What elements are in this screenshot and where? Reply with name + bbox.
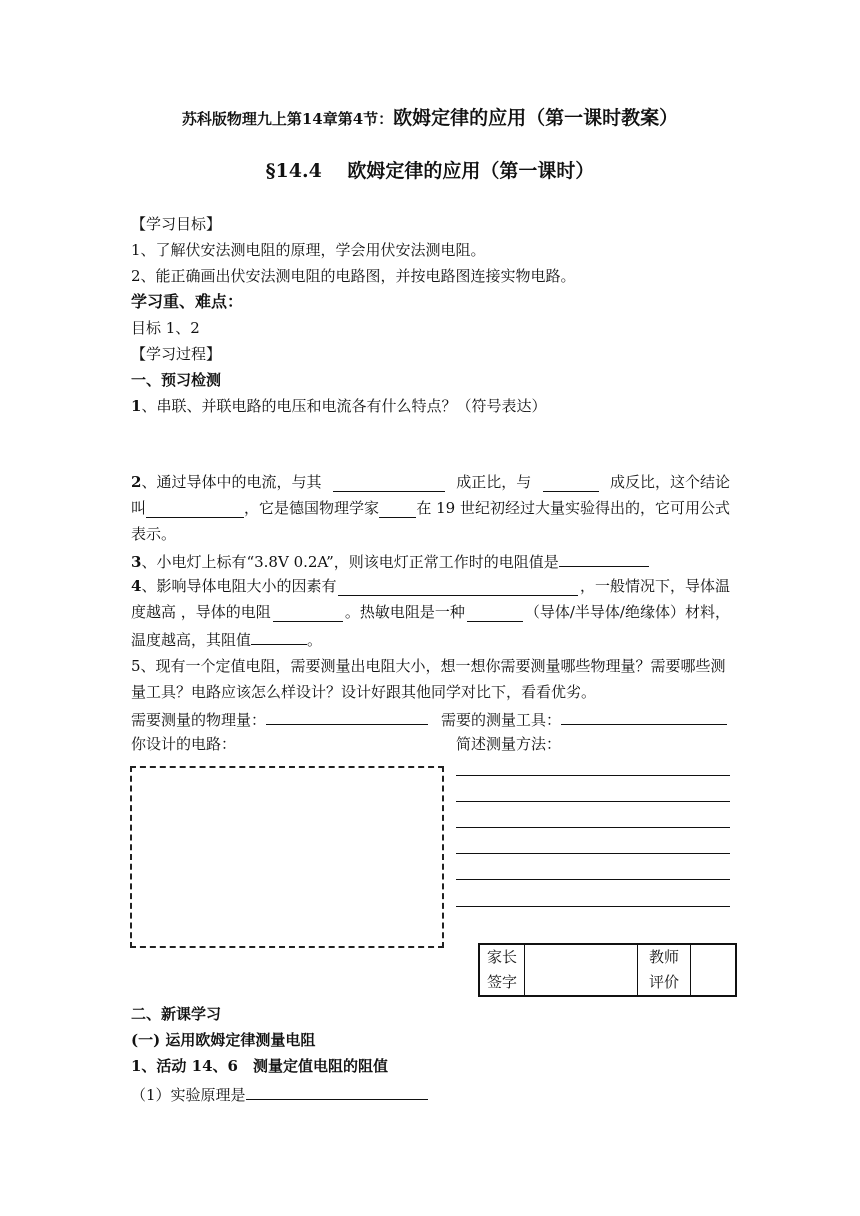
- key-points-heading: 学习重、难点：: [131, 292, 244, 311]
- q4-blank-2[interactable]: [273, 605, 343, 622]
- q3-blank[interactable]: [559, 550, 649, 567]
- q3-rating: 3.8V 0.2A: [254, 553, 327, 571]
- question-2-line-2: [131, 498, 730, 518]
- teacher-eval-label: [638, 944, 691, 996]
- question-3: [131, 550, 649, 572]
- method-line-2[interactable]: [456, 801, 730, 802]
- question-4-line-2: [131, 602, 730, 622]
- objective-item-2: 2、能正确画出伏安法测电阻的电路图，并按电路图连接实物电路。: [131, 267, 576, 285]
- quantity-blank[interactable]: [266, 708, 428, 725]
- q4-blank-4[interactable]: [251, 628, 307, 645]
- method-line-1[interactable]: [456, 775, 730, 776]
- q2-blank-4[interactable]: [379, 501, 416, 518]
- method-line-3[interactable]: [456, 827, 730, 828]
- objectives-heading: 【学习目标】: [131, 215, 222, 233]
- q3-text-2: ”，则该电灯正常工作时的电阻值是: [326, 553, 559, 571]
- tools-blank[interactable]: [561, 708, 727, 725]
- principle-field: [131, 1083, 428, 1105]
- question-5-line-1: 5、现有一个定值电阻，需要测量出电阻大小，想一想你需要测量哪些物理量？需要哪些测: [131, 657, 726, 675]
- question-2-line-3: 表示。: [131, 525, 177, 543]
- q2-text-3: 成反比，这个结论: [609, 473, 730, 491]
- q2-blank-1[interactable]: [333, 475, 445, 492]
- parent-sign-label: [479, 944, 525, 996]
- q4-text-4: 。热敏电阻是一种: [344, 603, 465, 621]
- principle-blank[interactable]: [246, 1083, 428, 1100]
- q4-text-6: 温度越高，其阻值: [131, 631, 252, 649]
- circuit-label: 你设计的电路：: [131, 735, 237, 753]
- q4-blank-1[interactable]: [338, 579, 578, 596]
- tools-label: 需要的测量工具：: [441, 711, 562, 729]
- q1-number: 1: [131, 397, 142, 415]
- tools-field: [441, 708, 727, 730]
- question-4-line-3: [131, 628, 322, 650]
- title-main: 欧姆定律的应用（第一课时教案）: [393, 107, 679, 129]
- q4-text-7: 。: [307, 631, 323, 649]
- section-2-heading: 二、新课学习: [131, 1005, 222, 1023]
- question-4-line-1: [131, 576, 730, 596]
- document-title: [0, 106, 860, 131]
- quantity-label: 需要测量的物理量：: [131, 711, 267, 729]
- q2-number: 2: [131, 473, 142, 491]
- parent-label-line-1: 家长: [486, 948, 517, 966]
- q4-number: 4: [131, 577, 142, 595]
- section-1-heading: 一、预习检测: [131, 371, 222, 389]
- q2-text-4: 叫: [131, 499, 147, 517]
- method-line-6[interactable]: [456, 906, 730, 907]
- q4-text-5: （导体/半导体/绝缘体）材料，: [524, 603, 730, 621]
- q2-text-1: 、通过导体中的电流，与其: [141, 473, 322, 491]
- teacher-label-line-1: 教师: [648, 948, 679, 966]
- q4-text-3: 度越高 ，导体的电阻: [131, 603, 271, 621]
- q4-blank-3[interactable]: [467, 605, 523, 622]
- q2-text-2: 成正比，与: [456, 473, 532, 491]
- process-heading: 【学习过程】: [131, 345, 222, 363]
- title-prefix: 苏科版物理九上第14章第4节：: [181, 110, 394, 128]
- circuit-drawing-box[interactable]: [130, 766, 444, 948]
- question-2-line-1: [131, 472, 730, 492]
- q1-text: 、串联、并联电路的电压和电流各有什么特点？（符号表达）: [141, 397, 547, 415]
- question-1: [131, 396, 546, 416]
- quantity-field: [131, 708, 428, 730]
- signature-table: [478, 943, 737, 997]
- subsection-1-heading: (一) 运用欧姆定律测量电阻: [131, 1031, 316, 1049]
- principle-label: （1）实验原理是: [131, 1086, 246, 1104]
- section-subtitle: §14.4 欧姆定律的应用（第一课时）: [265, 160, 595, 182]
- teacher-eval-cell[interactable]: [691, 944, 737, 996]
- q3-number: 3: [131, 553, 142, 571]
- q4-text-1: 、影响导体电阻大小的因素有: [141, 577, 337, 595]
- method-label: 简述测量方法：: [456, 735, 562, 753]
- method-line-5[interactable]: [456, 879, 730, 880]
- q2-text-5: ，它是德国物理学家: [243, 499, 379, 517]
- objective-item-1: 1、了解伏安法测电阻的原理，学会用伏安法测电阻。: [131, 241, 486, 259]
- activity-heading: 1、活动 14、6 测量定值电阻的阻值: [131, 1057, 388, 1075]
- teacher-label-line-2: 评价: [648, 973, 679, 991]
- parent-label-line-2: 签字: [486, 973, 517, 991]
- q2-text-6: 在 19 世纪初经过大量实验得出的，它可用公式: [416, 499, 730, 517]
- method-line-4[interactable]: [456, 853, 730, 854]
- q4-text-2: ，一般情况下，导体温: [579, 577, 730, 595]
- q2-blank-3[interactable]: [146, 501, 244, 518]
- q3-text-1: 、小电灯上标有“: [141, 553, 255, 571]
- q2-blank-2[interactable]: [543, 475, 599, 492]
- question-5-line-2: 量工具？电路应该怎么样设计？设计好跟其他同学对比下，看看优劣。: [131, 683, 597, 701]
- parent-sign-cell[interactable]: [525, 944, 638, 996]
- key-points-text: 目标 1、2: [131, 319, 200, 337]
